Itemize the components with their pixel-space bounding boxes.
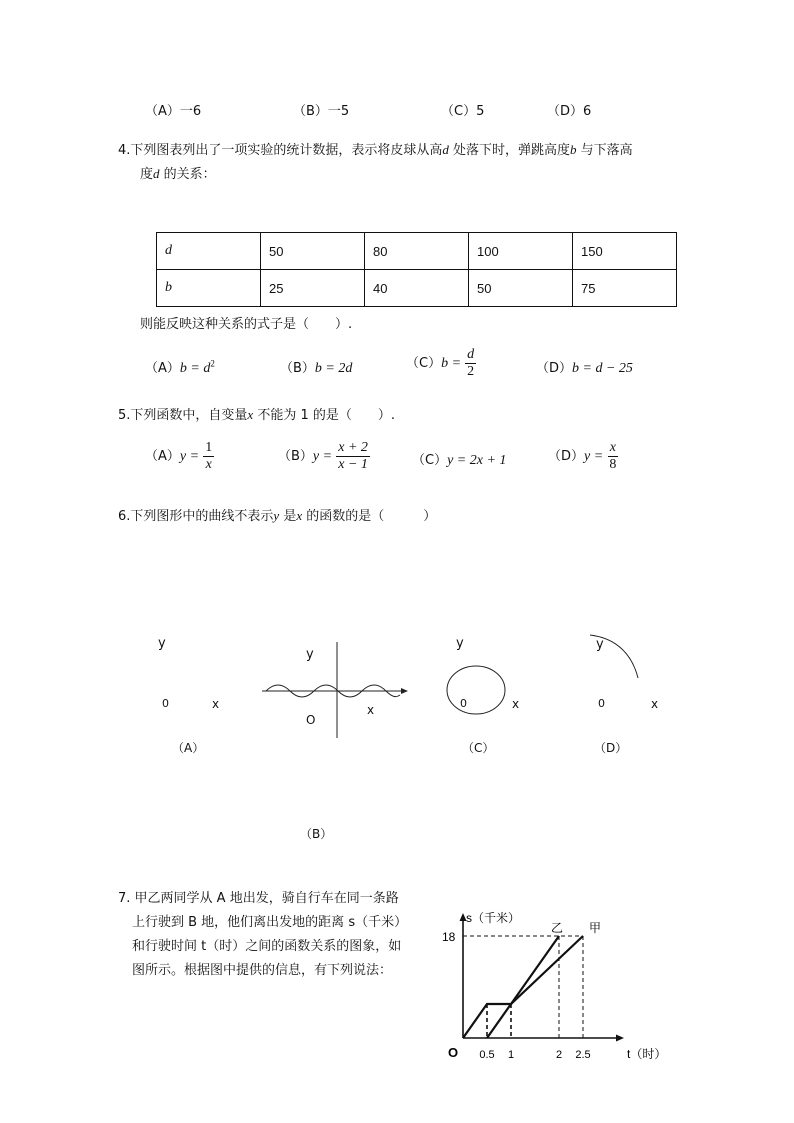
q4-option-a: $(A)b = d^2$: [145, 358, 215, 376]
q7-line-1: 7. 甲乙两同学从 A 地出发，骑自行车在同一条路: [118, 891, 399, 906]
fig-c-x-label: x: [512, 697, 520, 711]
q7-line-2: 上行驶到 B 地，他们离出发地的距离 s（千米）: [132, 915, 408, 930]
q4-stem-line1: 4.下列图表列出了一项实验的统计数据，表示将皮球从高d 处落下时，弹跳高度b 与下落高: [118, 142, 633, 158]
fig-a-origin-label: 0: [162, 697, 169, 710]
fig-d-origin-label: 0: [598, 697, 605, 710]
table-header-cell: d: [157, 233, 261, 270]
table-header-cell: b: [157, 270, 261, 307]
q3-option-b: （B）一5: [293, 104, 350, 119]
q5-option-b: （B）y = $\frac{x + 2}{x - 1}$: [278, 440, 368, 472]
fig-c-caption: （C）: [462, 741, 495, 755]
fig-d-y-label: y: [596, 637, 604, 652]
table-row: [157, 270, 677, 307]
x-tick-label: 1: [507, 1049, 515, 1061]
q7-line-4: 图所示。根据图中提供的信息，有下列说法：: [132, 963, 393, 978]
origin-label: O: [448, 1045, 459, 1060]
fig-b-graph: [262, 640, 412, 742]
table-cell: 75: [573, 270, 677, 307]
q4-option-d: （D）b = d − 25: [536, 361, 633, 376]
fraction: $\frac{d}{2}$: [467, 347, 475, 379]
x-tick-label: 2.5: [575, 1049, 591, 1061]
x-axis-label: t（时）: [627, 1047, 667, 1061]
fraction: $\frac{x}{8}$: [609, 440, 617, 472]
fraction: $\frac{1}{x}$: [205, 440, 213, 472]
q4-option-b: （B）b = 2d: [280, 361, 353, 376]
series-line-yi: [487, 936, 559, 1038]
table-cell: 150: [573, 233, 677, 270]
fig-b-y-label: y: [306, 647, 314, 662]
q3-option-a: （A）一6: [145, 104, 202, 119]
fraction: $\frac{x + 2}{x - 1}$: [338, 440, 368, 472]
fig-d-x-label: x: [651, 697, 659, 711]
table-cell: 80: [365, 233, 469, 270]
y-axis-label: s（千米）: [466, 911, 521, 925]
table-cell: 25: [261, 270, 365, 307]
y-tick-label: 18: [442, 930, 456, 944]
q5-option-d: （D）y = $\frac{x}{8}$: [548, 440, 617, 472]
fig-c-y-label: y: [456, 636, 464, 651]
x-axis-arrow: [616, 1035, 624, 1042]
fig-a-y-label: y: [158, 636, 166, 651]
q4-data-table: [156, 232, 677, 307]
q3-option-d: （D）6: [547, 104, 592, 119]
distance-time-chart: [430, 895, 670, 1067]
fig-d-caption: （D）: [594, 741, 628, 755]
table-row: [157, 233, 677, 270]
q4-prompt: 则能反映这种关系的式子是（ ）.: [140, 317, 353, 332]
q4-option-c: （C）b = $\frac{d}{2}$: [406, 347, 475, 379]
fig-b-caption: （B）: [300, 827, 333, 841]
table-cell: 50: [469, 270, 573, 307]
x-tick-label: 2: [555, 1049, 563, 1061]
q7-line-3: 和行驶时间 t（时）之间的函数关系的图象，如: [132, 939, 402, 954]
fig-c-graph: [444, 664, 510, 716]
table-cell: 100: [469, 233, 573, 270]
fig-a-caption: （A）: [172, 741, 205, 755]
q3-option-c: （C）5: [441, 104, 485, 119]
table-cell: 50: [261, 233, 365, 270]
fig-c-ellipse: [447, 666, 505, 714]
fig-b-x-label: x: [367, 703, 375, 717]
fig-a-x-label: x: [212, 697, 220, 711]
q4-stem-line2: 度d 的关系：: [140, 166, 216, 182]
fig-b-origin-label: O: [306, 713, 316, 727]
series-label-yi: 乙: [550, 921, 564, 935]
fig-c-origin-label: 0: [460, 697, 467, 710]
q6-stem: 6.下列图形中的曲线不表示y 是x 的函数的是（ ）: [118, 508, 437, 524]
series-label-jia: 甲: [588, 921, 602, 935]
fig-b-x-arrow: [401, 688, 408, 694]
q5-stem: 5.下列函数中，自变量x 不能为 1 的是（ ）.: [118, 407, 395, 423]
q5-option-c: （C）y = 2x + 1: [412, 453, 507, 468]
q5-option-a: （A）y = $\frac{1}{x}$: [145, 440, 213, 472]
table-cell: 40: [365, 270, 469, 307]
x-tick-label: 0.5: [479, 1049, 495, 1061]
